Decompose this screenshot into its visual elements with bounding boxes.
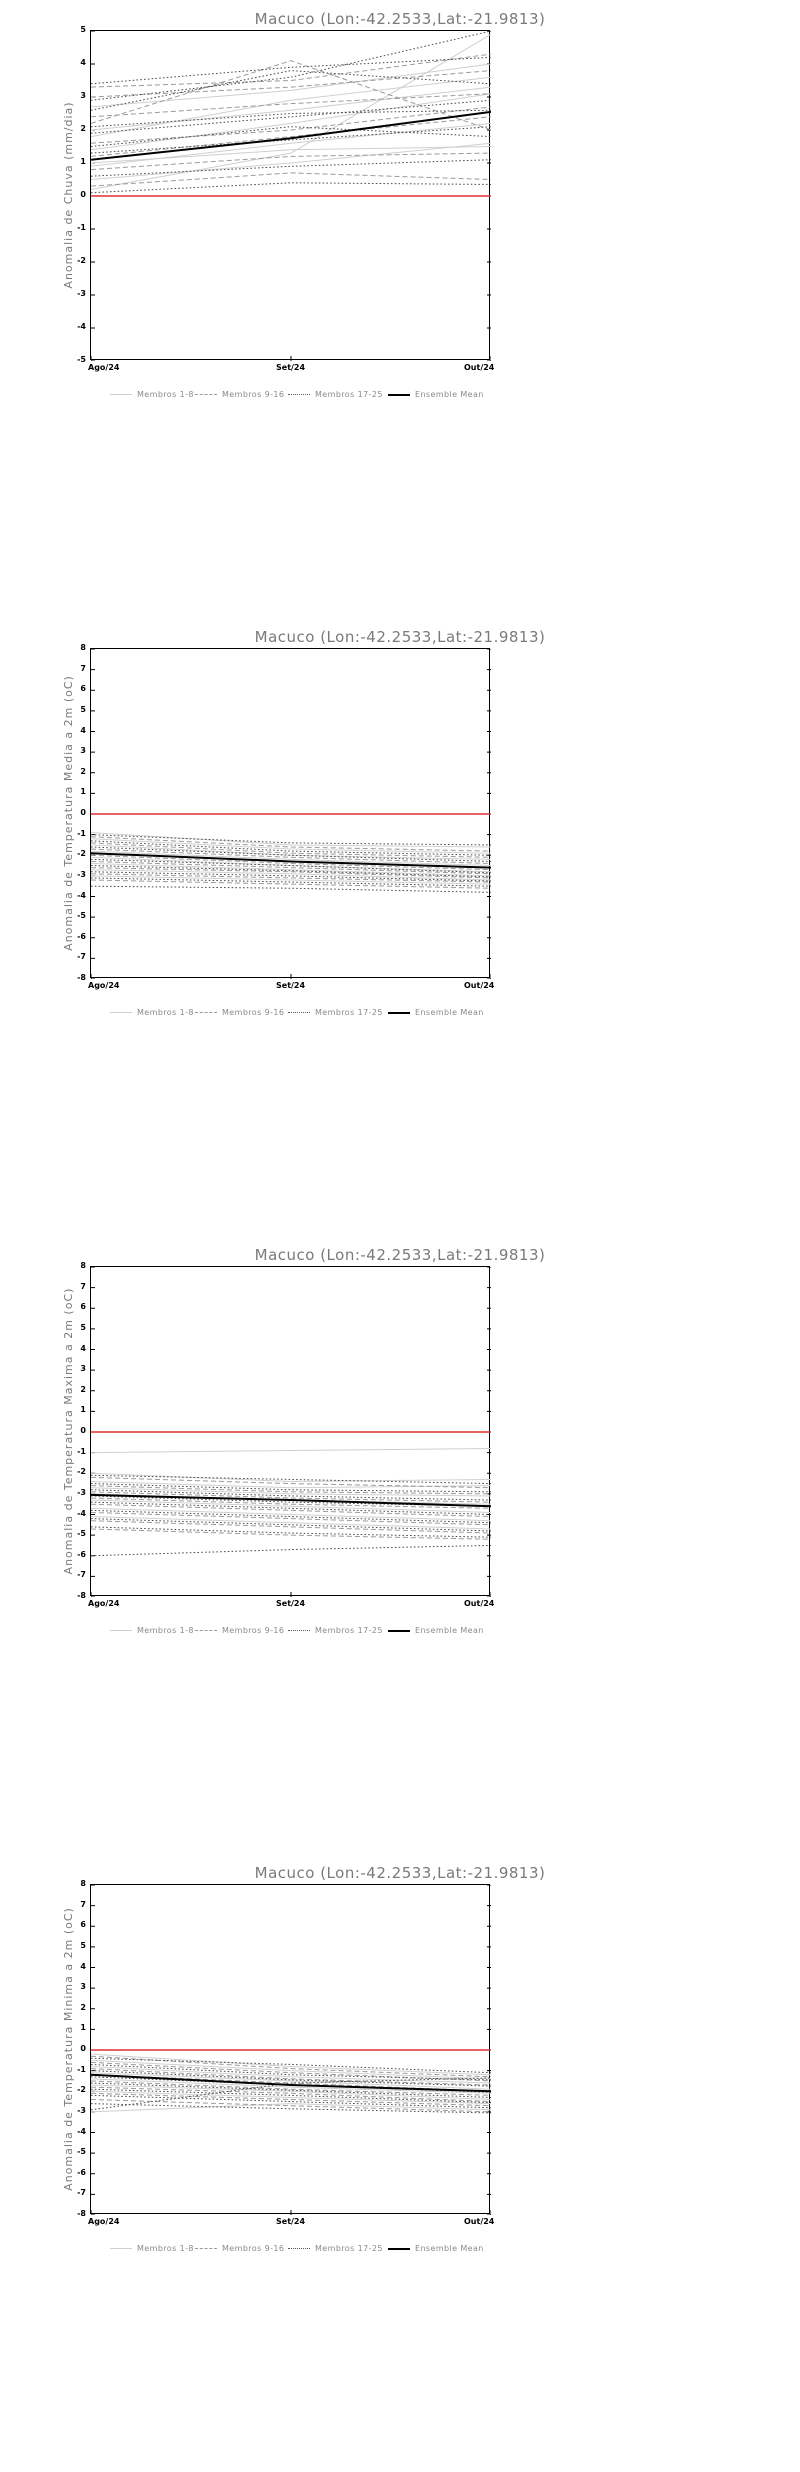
y-tick-label: 5 — [80, 1940, 86, 1950]
y-tick-label: 4 — [80, 1961, 86, 1971]
legend-swatch — [110, 1630, 132, 1631]
legend-label: Membros 17-25 — [315, 390, 383, 399]
x-tick-label: Ago/24 — [88, 2217, 120, 2226]
series-line — [91, 1529, 491, 1539]
y-tick-label: -6 — [77, 931, 86, 941]
series-line — [91, 143, 491, 179]
legend-swatch — [388, 1630, 410, 1632]
y-tick-label: -4 — [77, 1508, 86, 1518]
legend-swatch — [195, 1012, 217, 1013]
series-line — [91, 183, 491, 193]
legend-label: Ensemble Mean — [415, 1008, 484, 1017]
chart-panel — [0, 0, 800, 618]
x-tick-label: Set/24 — [276, 2217, 306, 2226]
legend-swatch — [388, 394, 410, 396]
x-tick-label: Ago/24 — [88, 1599, 120, 1608]
y-tick-label: 2 — [80, 124, 86, 133]
legend-swatch — [110, 1012, 132, 1013]
y-tick-label: -1 — [77, 828, 86, 838]
y-tick-label: 0 — [80, 1426, 86, 1435]
legend-swatch — [388, 2248, 410, 2250]
y-tick-label: -8 — [77, 973, 86, 982]
chart-panel — [0, 1854, 800, 2472]
series-line — [91, 94, 491, 117]
y-tick-label: 8 — [80, 1879, 86, 1888]
y-tick-label: 1 — [80, 787, 86, 797]
series-canvas — [91, 1885, 491, 2215]
y-axis-label: Anomalia de Temperatura Media a 2m (oC) — [62, 675, 75, 951]
legend-label: Membros 17-25 — [315, 1008, 383, 1017]
y-tick-label: 1 — [80, 1405, 86, 1415]
y-tick-label: 8 — [80, 643, 86, 652]
y-tick-label: 0 — [80, 808, 86, 817]
series-line — [91, 1527, 491, 1537]
legend-swatch — [288, 1012, 310, 1013]
legend-swatch — [288, 2248, 310, 2249]
legend-swatch — [110, 2248, 132, 2249]
y-tick-label: 2 — [80, 766, 86, 776]
series-line — [91, 878, 491, 886]
legend-label: Membros 1-8 — [137, 1626, 194, 1635]
y-tick-label: 0 — [80, 190, 86, 199]
y-tick-label: 3 — [80, 746, 86, 756]
series-line — [91, 77, 491, 136]
chart-title: Macuco (Lon:-42.2533,Lat:-21.9813) — [254, 10, 546, 28]
y-tick-label: 1 — [80, 157, 86, 166]
y-tick-label: -3 — [77, 869, 86, 879]
y-tick-label: 4 — [80, 725, 86, 735]
y-tick-label: 3 — [80, 1364, 86, 1374]
legend-label: Membros 1-8 — [137, 1008, 194, 1017]
x-tick-label: Set/24 — [276, 981, 306, 990]
chart-panel — [0, 618, 800, 1236]
y-tick-label: 4 — [80, 58, 86, 67]
y-tick-label: -8 — [77, 2209, 86, 2218]
legend-label: Membros 17-25 — [315, 1626, 383, 1635]
series-line — [91, 1449, 491, 1453]
y-axis-label: Anomalia de Temperatura Maxima a 2m (oC) — [62, 1287, 75, 1575]
legend-label: Ensemble Mean — [415, 390, 484, 399]
y-tick-label: -5 — [77, 2147, 86, 2157]
y-tick-label: 4 — [80, 1343, 86, 1353]
series-line — [91, 1510, 491, 1522]
legend-swatch — [288, 1630, 310, 1631]
legend-swatch — [288, 394, 310, 395]
y-tick-label: 7 — [80, 1281, 86, 1291]
legend-label: Membros 9-16 — [222, 2244, 285, 2253]
legend-swatch — [195, 2248, 217, 2249]
y-tick-label: -3 — [77, 2105, 86, 2115]
legend-label: Membros 9-16 — [222, 1626, 285, 1635]
plot-area — [90, 1266, 490, 1596]
series-canvas — [91, 31, 491, 361]
legend-label: Membros 9-16 — [222, 1008, 285, 1017]
y-tick-label: 2 — [80, 2002, 86, 2012]
y-tick-label: 5 — [80, 704, 86, 714]
y-tick-label: -5 — [77, 911, 86, 921]
y-tick-label: -4 — [77, 890, 86, 900]
y-tick-label: 1 — [80, 2023, 86, 2033]
series-line — [91, 117, 491, 157]
plot-area — [90, 648, 490, 978]
y-tick-label: -7 — [77, 1570, 86, 1580]
y-tick-label: 6 — [80, 684, 86, 694]
y-tick-label: -1 — [77, 223, 86, 232]
y-tick-label: -3 — [77, 1487, 86, 1497]
y-tick-label: 3 — [80, 1982, 86, 1992]
plot-area — [90, 30, 490, 360]
x-tick-label: Set/24 — [276, 363, 306, 372]
series-line — [91, 54, 491, 87]
y-tick-label: -2 — [77, 256, 86, 265]
x-tick-label: Set/24 — [276, 1599, 306, 1608]
x-tick-label: Out/24 — [464, 1599, 495, 1608]
y-tick-label: 6 — [80, 1302, 86, 1312]
series-line — [91, 1473, 491, 1481]
y-tick-label: -7 — [77, 952, 86, 962]
plot-area — [90, 1884, 490, 2214]
chart-panel — [0, 1236, 800, 1854]
series-line — [91, 1545, 491, 1555]
y-tick-label: 5 — [80, 25, 86, 34]
y-tick-label: -4 — [77, 322, 86, 331]
y-tick-label: 7 — [80, 663, 86, 673]
y-tick-label: -6 — [77, 1549, 86, 1559]
y-tick-label: -5 — [77, 355, 86, 364]
legend-label: Membros 17-25 — [315, 2244, 383, 2253]
x-tick-label: Ago/24 — [88, 981, 120, 990]
legend-label: Membros 1-8 — [137, 2244, 194, 2253]
x-tick-label: Out/24 — [464, 981, 495, 990]
chart-title: Macuco (Lon:-42.2533,Lat:-21.9813) — [254, 1246, 546, 1264]
y-tick-label: -2 — [77, 1467, 86, 1477]
y-tick-label: -2 — [77, 849, 86, 859]
y-tick-label: -6 — [77, 2167, 86, 2177]
legend-swatch — [195, 1630, 217, 1631]
y-tick-label: -8 — [77, 1591, 86, 1600]
x-tick-label: Out/24 — [464, 363, 495, 372]
legend-label: Membros 9-16 — [222, 390, 285, 399]
chart-title: Macuco (Lon:-42.2533,Lat:-21.9813) — [254, 628, 546, 646]
y-tick-label: -1 — [77, 1446, 86, 1456]
series-line — [91, 2104, 491, 2112]
series-line — [91, 1519, 491, 1531]
y-tick-label: 2 — [80, 1384, 86, 1394]
y-tick-label: 3 — [80, 91, 86, 100]
series-canvas — [91, 649, 491, 979]
series-line — [91, 153, 491, 170]
series-line — [91, 160, 491, 177]
y-tick-label: 0 — [80, 2044, 86, 2053]
legend-label: Ensemble Mean — [415, 1626, 484, 1635]
legend-swatch — [388, 1012, 410, 1014]
y-tick-label: -1 — [77, 2064, 86, 2074]
legend-label: Membros 1-8 — [137, 390, 194, 399]
series-line — [91, 100, 491, 133]
y-tick-label: -5 — [77, 1529, 86, 1539]
y-tick-label: -3 — [77, 289, 86, 298]
series-line — [91, 57, 491, 83]
x-tick-label: Out/24 — [464, 2217, 495, 2226]
y-tick-label: 7 — [80, 1899, 86, 1909]
y-tick-label: 6 — [80, 1920, 86, 1930]
series-canvas — [91, 1267, 491, 1597]
series-line — [91, 876, 491, 884]
y-tick-label: 8 — [80, 1261, 86, 1270]
series-line — [91, 868, 491, 878]
legend-swatch — [110, 394, 132, 395]
y-tick-label: -2 — [77, 2085, 86, 2095]
y-tick-label: -7 — [77, 2188, 86, 2198]
y-axis-label: Anomalia de Chuva (mm/dia) — [62, 101, 75, 289]
x-tick-label: Ago/24 — [88, 363, 120, 372]
y-axis-label: Anomalia de Temperatura Minima a 2m (oC) — [62, 1907, 75, 2191]
series-line — [91, 1477, 491, 1487]
legend-swatch — [195, 394, 217, 395]
legend-label: Ensemble Mean — [415, 2244, 484, 2253]
y-tick-label: -4 — [77, 2126, 86, 2136]
chart-title: Macuco (Lon:-42.2533,Lat:-21.9813) — [254, 1864, 546, 1882]
y-tick-label: 5 — [80, 1322, 86, 1332]
